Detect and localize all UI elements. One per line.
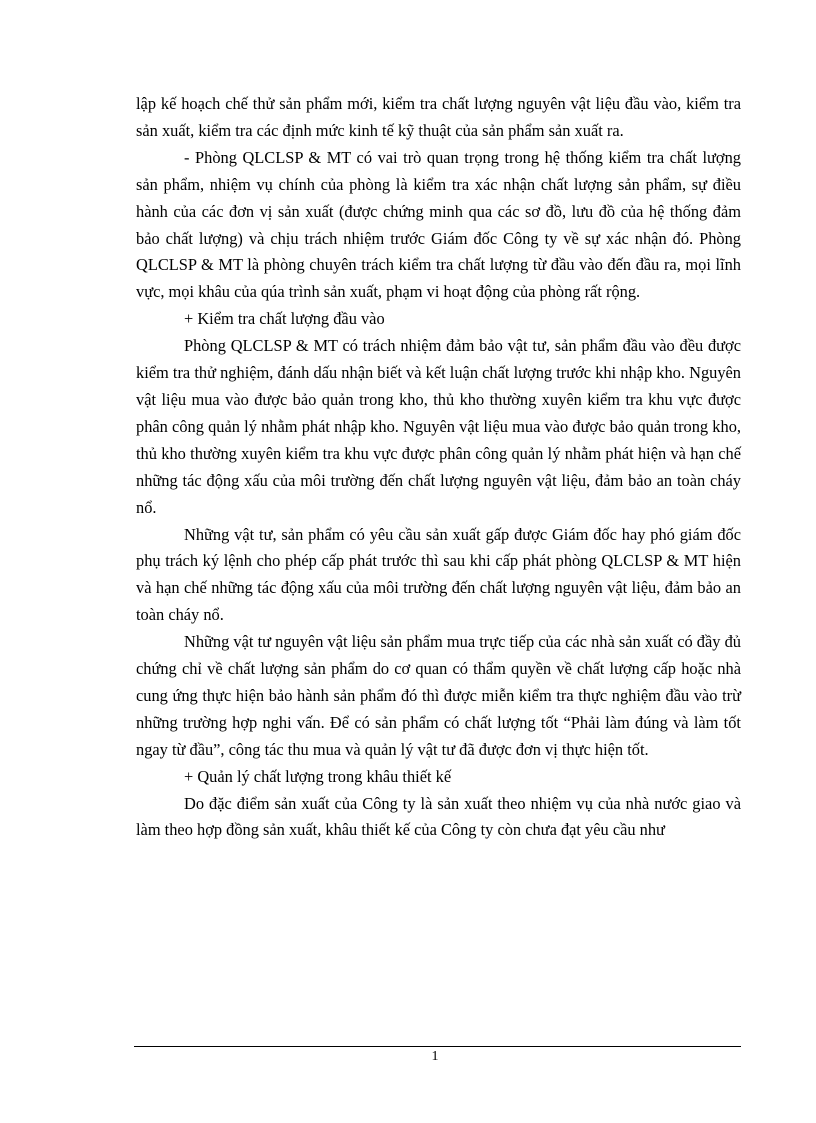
document-body xyxy=(136,91,741,844)
paragraph-phong-qlclsp-role: - Phòng QLCLSP & MT có vai trò quan trọng trong hệ thống kiểm tra chất lượng sản phẩm, nhiệm vụ chính của phòng là kiểm tra xác nhận chất lượng sản phẩm, sự điều hành của các đơn vị sản xuất (được chứng minh qua các sơ đồ, lưu đồ của hệ thống đảm bảo chất lượng) và chịu trách nhiệm trước Giám đốc Công ty về sự xác nhận đó. Phòng QLCLSP & MT là phòng chuyên trách kiểm tra chất lượng từ đầu vào đến đầu ra, mọi lĩnh vực, mọi khâu của qúa trình sản xuất, phạm vi hoạt động của phòng rất rộng. xyxy=(136,147,741,302)
page-number: 1 xyxy=(431,1049,439,1064)
paragraph-input-inspection: Phòng QLCLSP & MT có trách nhiệm đảm bảo vật tư, sản phẩm đầu vào đều được kiểm tra thử nghiệm, đánh dấu nhận biết và kết luận chất lượng trước khi nhập kho. Nguyên vật liệu mua vào được bảo quản trong kho, thủ kho thường xuyên kiểm tra khu vực được phân công quản lý nhằm phát nhập kho. Nguyên vật liệu mua vào được bảo quản trong kho, thủ kho thường xuyên kiểm tra khu vực được phân công quản lý nhằm phát hiện và hạn chế những tác động xấu của môi trường đến chất lượng nguyên vật liệu, đảm bảo an toàn cháy nổ. xyxy=(136,336,741,517)
heading-design-quality-management: + Quản lý chất lượng trong khâu thiết kế xyxy=(184,766,452,786)
paragraph-design-stage: Do đặc điểm sản xuất của Công ty là sản xuất theo nhiệm vụ của nhà nước giao và làm theo hợp đồng sản xuất, khâu thiết kế của Công ty còn chưa đạt yêu cầu như xyxy=(136,793,741,840)
heading-input-quality-check: + Kiểm tra chất lượng đầu vào xyxy=(184,309,385,329)
paragraph-urgent-materials: Những vật tư, sản phẩm có yêu cầu sản xuất gấp được Giám đốc hay phó giám đốc phụ trách ký lệnh cho phép cấp phát trước thì sau khi cấp phát phòng QLCLSP & MT hiện và hạn chế những tác động xấu của môi trường đến chất lượng nguyên vật liệu, đảm bảo an toàn cháy nổ. xyxy=(136,524,741,625)
paragraph-certified-materials: Những vật tư nguyên vật liệu sản phẩm mua trực tiếp của các nhà sản xuất có đầy đủ chứng chỉ về chất lượng sản phẩm do cơ quan có thẩm quyền về chất lượng cấp hoặc nhà cung ứng thực hiện bảo hành sản phẩm đó thì được miễn kiểm tra thực nghiệm đầu vào trừ những trường hợp nghi vấn. Để có sản phẩm có chất lượng tốt “Phải làm đúng và làm tốt ngay từ đầu”, công tác thu mua và quản lý vật tư đã được đơn vị thực hiện tốt. xyxy=(136,632,741,759)
footer-divider xyxy=(134,1046,741,1047)
paragraph-continuation: lập kế hoạch chế thử sản phẩm mới, kiểm tra chất lượng nguyên vật liệu đầu vào, kiểm tra sản xuất, kiểm tra các định mức kinh tế kỹ thuật của sản phẩm sản xuất ra. xyxy=(136,94,741,140)
